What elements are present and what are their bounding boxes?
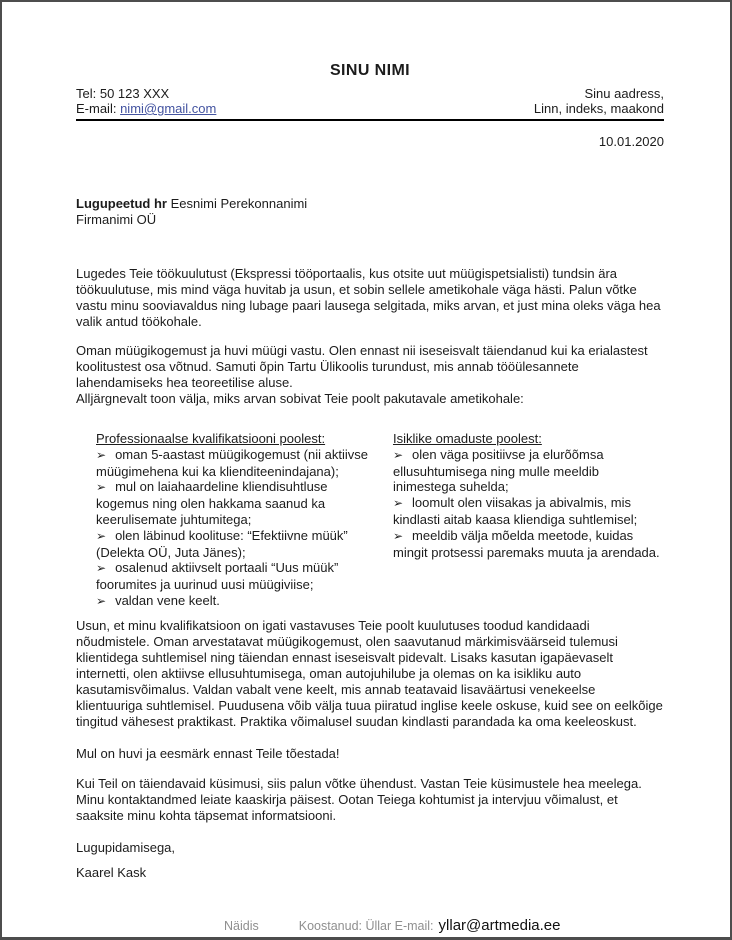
closing-regards: Lugupidamisega, [76, 839, 176, 855]
paragraph-experience [76, 343, 664, 407]
recipient-name: Eesnimi Perekonnanimi [170, 196, 308, 211]
contact-block [76, 86, 664, 116]
closing-block [76, 840, 664, 881]
email-link[interactable]: nimi@gmail.com [120, 101, 217, 116]
email-line [76, 101, 216, 116]
bullet-text: loomult olen viisakas ja abivalmis, mis kindlasti aitab kaasa kliendiga suhtlemisel; [392, 495, 638, 527]
signature-name: Kaarel Kask [76, 864, 147, 880]
salutation-title: Lugupeetud hr [76, 196, 167, 211]
page-title: SINU NIMI [329, 62, 411, 79]
contact-right [534, 86, 664, 116]
letter-date: 10.01.2020 [598, 134, 664, 149]
contact-left [76, 86, 216, 116]
list-item [96, 447, 373, 480]
bullet-text: oman 5-aastast müügikogemust (nii aktiivse müügimehena kui ka klienditeenindajana); [96, 446, 368, 479]
list-item [96, 479, 373, 527]
bullet-text: meeldib välja mõelda meetode, kuidas mingit protsessi paremaks muuta ja arendada. [392, 527, 660, 560]
address-line-2: Linn, indeks, maakond [533, 101, 664, 116]
arrow-bullet-icon: ➢ [96, 480, 107, 495]
arrow-bullet-icon: ➢ [96, 447, 107, 462]
phone-line: Tel: 50 123 XXX [76, 86, 170, 101]
arrow-bullet-icon: ➢ [392, 496, 404, 511]
column-personal-heading: Isiklike omaduste poolest: [392, 431, 542, 446]
bullet-text: valdan vene keelt. [115, 592, 220, 608]
recipient-block [76, 196, 664, 228]
paragraph-intro: Lugedes Teie töökuulutust (Ekspressi tööportaalis, kus otsite uut müügispetsialisti) tundsin ära töökuulutuse, mis mind väga huvitab ja usun, et sobin sellele ametikohale väga hästi. Palun võtke vastu minu sooviavaldus ning lubage paari lausega selgitada, miks arvan, et just mina oleks väga hea valik antud töökohale. [76, 266, 661, 329]
paragraph-motivation: Mul on huvi ja eesmärk ennast Teile tõestada! [76, 745, 340, 761]
paragraph-experience-text: Oman müügikogemust ja huvi müügi vastu. Olen ennast nii iseseisvalt täiendanud kui ka erialastest koolitustest osa võtnud. Samuti õpin Tartu Ülikoolis turundust, mis annab tööülesannete lahendamiseks hea teoreetilise aluse. [76, 343, 648, 390]
column-professional-heading: Professionaalse kvalifikatsiooni poolest: [96, 431, 326, 446]
bullet-text: mul on laiahaardeline kliendisuhtluse kogemus ning olen hakkama saanud ka keerulisemate juhtumitega; [96, 479, 328, 527]
bullet-text: osalenud aktiivselt portaali “Uus müük” foorumites ja uurinud uusi müügiviise; [96, 560, 339, 593]
list-item [96, 528, 373, 561]
list-item [96, 593, 373, 610]
footer-credit-email: yllar@artmedia.ee [438, 917, 561, 934]
recipient-company: Firmanimi OÜ [76, 212, 157, 227]
column-personal [393, 431, 664, 610]
list-item [96, 560, 373, 593]
column-professional [96, 431, 373, 610]
list-item [393, 447, 664, 495]
arrow-bullet-icon: ➢ [96, 593, 107, 608]
paragraph-lead-in: Alljärgnevalt toon välja, miks arvan sobivat Teie poolt pakutavale ametikohale: [76, 391, 524, 406]
list-item [393, 528, 664, 561]
email-label: E-mail: [76, 101, 117, 116]
bullet-text: olen väga positiivse ja elurõõmsa ellusuhtumisega ning mulle meeldib inimestega suhelda; [392, 446, 604, 495]
bullet-text: olen läbinud koolituse: “Efektiivne müük” (Delekta OÜ, Juta Jänes); [96, 527, 348, 560]
watermark-label: Näidis [224, 919, 259, 933]
list-item [393, 495, 664, 528]
paragraph-qualification: Usun, et minu kvalifikatsioon on igati vastavuses Teie poolt kuulutuses toodud kandidaadi nõudmistele. Oman arvestatavat müügikogemust, olen saavutanud märkimisväärseid tulemusi klientidega suhtlemisel ning täiendan ennast iseseisvalt pidevalt. Lisaks kasutan igapäevaselt internetti, olen aktiivse ellusuhtumisega, oman autojuhilube ja olemas on ka isikliku auto kasutamisvõimalus. Valdan vabalt vene keelt, mis annab teatavaid lisaväärtusi venekeelse klientuuriga suhtlemisel. Puudusena võib välja tuua piiratud inglise keele oskuse, kuid see on eelkõige tingitud vähesest praktikast. Praktika võimalusel suudan kindlasti parandada ka oma keeleoskust. [76, 617, 663, 729]
header-divider [76, 119, 664, 121]
paragraph-contact-request: Kui Teil on täiendavaid küsimusi, siis palun võtke ühendust. Vastan Teie küsimustele hea meelega. Minu kontaktandmed leiate kaaskirja päisest. Ootan Teiega kohtumist ja intervjuu võimalust, et saaksite minu kohta täpsemat informatsiooni. [76, 775, 642, 823]
address-line-1: Sinu aadress, [584, 86, 664, 101]
arrow-bullet-icon: ➢ [96, 561, 107, 576]
footer [224, 917, 560, 934]
arrow-bullet-icon: ➢ [96, 528, 107, 543]
arrow-bullet-icon: ➢ [392, 447, 404, 462]
qualification-columns [76, 431, 664, 610]
salutation-line [76, 196, 664, 212]
footer-credit: Koostanud: Üllar E-mail: [298, 919, 434, 933]
arrow-bullet-icon: ➢ [392, 528, 404, 543]
